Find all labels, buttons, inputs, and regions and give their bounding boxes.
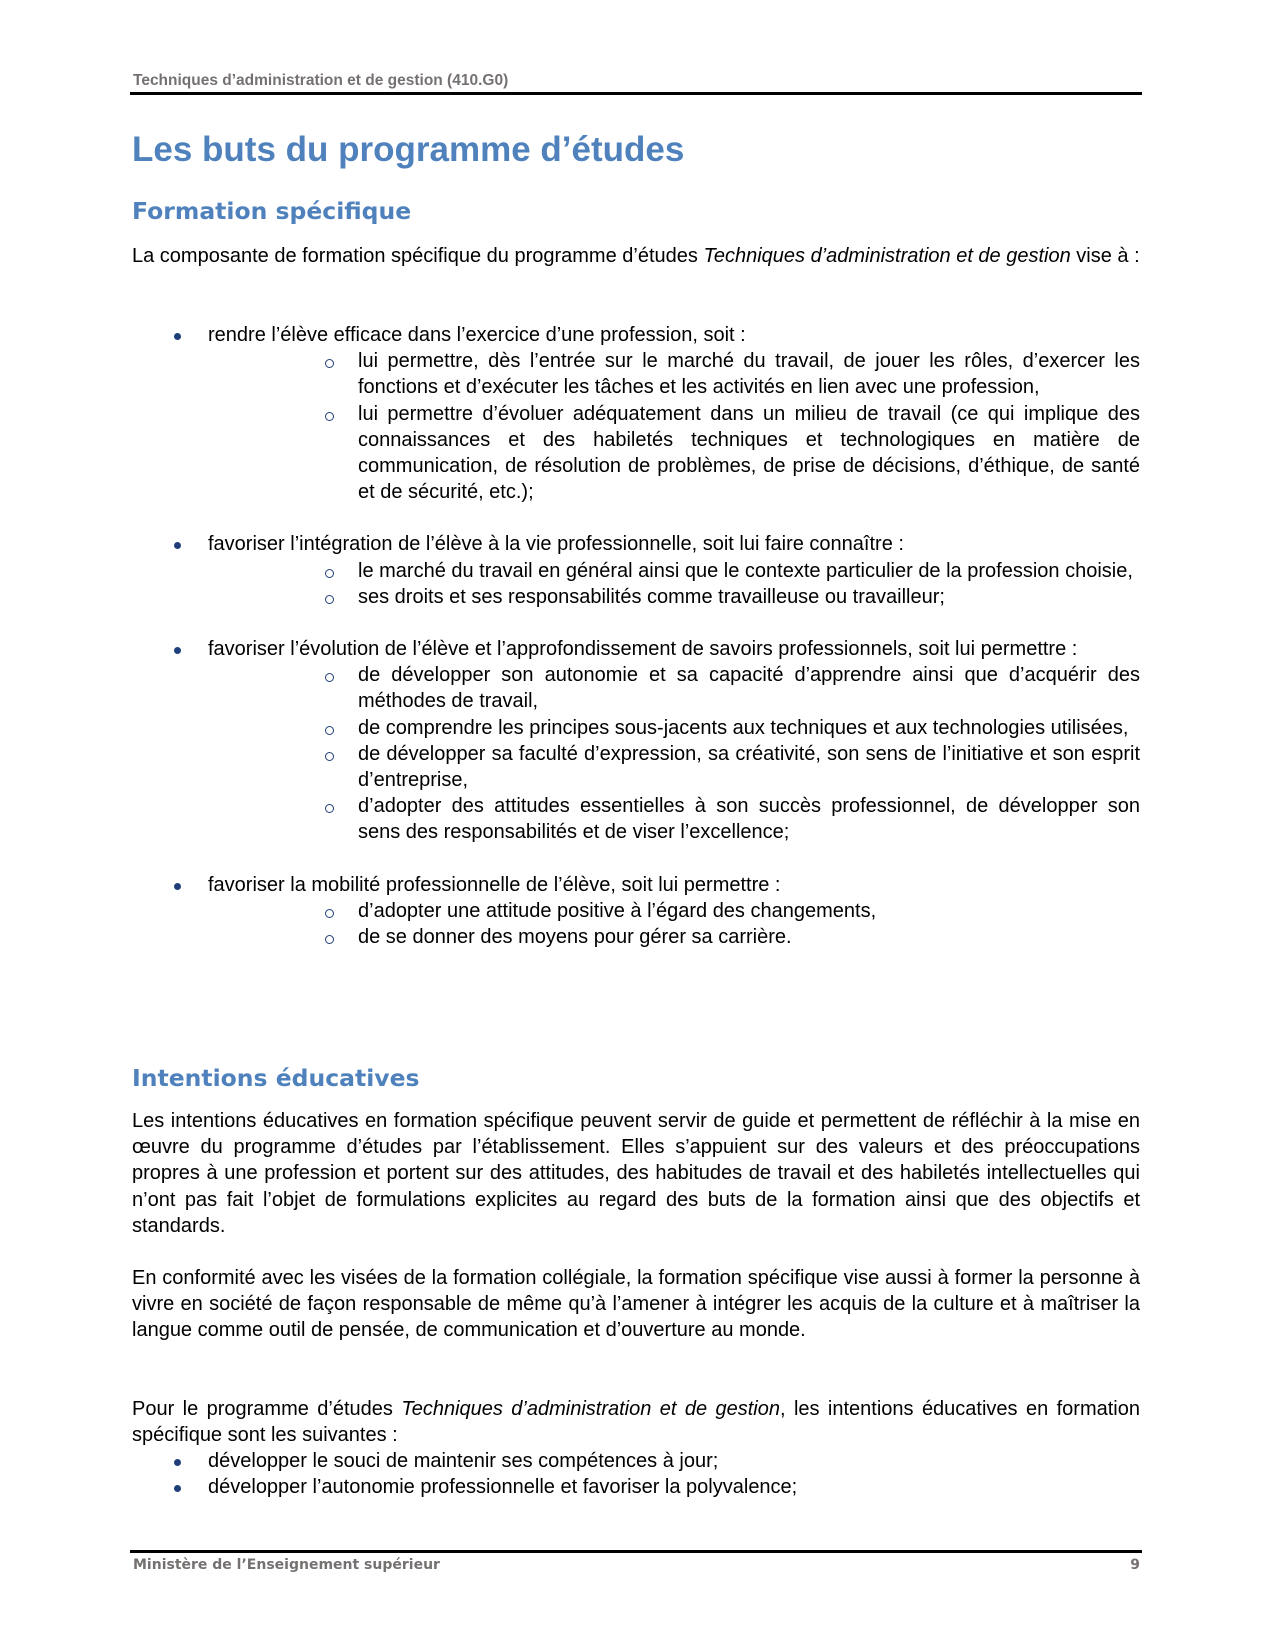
sub-list	[208, 348, 1140, 505]
intro-paragraph	[132, 243, 1140, 269]
sub-list-item-text: de comprendre les principes sous-jacents aux techniques et aux technologies utilisées,	[358, 716, 1129, 739]
sub-list	[208, 898, 1140, 950]
circle-bullet-icon	[325, 752, 334, 761]
footer-rule	[130, 1550, 1142, 1553]
sub-list-item	[208, 348, 1140, 400]
footer-ministry: Ministère de l’Enseignement supérieur	[133, 1557, 440, 1573]
program-goals-list	[132, 322, 1140, 950]
list-item-text: rendre l’élève efficace dans l’exercice d’une profession, soit :	[208, 324, 746, 346]
sub-list-item	[208, 558, 1140, 584]
sub-list-item-text: d’adopter une attitude positive à l’égard des changements,	[358, 899, 877, 922]
circle-bullet-icon	[325, 412, 334, 421]
sub-list-item	[208, 662, 1140, 714]
sub-list-item-text: lui permettre, dès l’entrée sur le marché du travail, de jouer les rôles, d’exercer les fonctions et d’exécuter les tâches et les activités en lien avec une profession,	[358, 350, 1140, 399]
running-header: Techniques d’administration et de gestion (410.G0)	[133, 72, 509, 89]
spacer	[132, 846, 1140, 872]
circle-bullet-icon	[325, 935, 334, 944]
sub-list	[208, 558, 1140, 610]
circle-bullet-icon	[325, 726, 334, 735]
sub-list-item	[208, 401, 1140, 506]
list-item	[132, 1448, 1140, 1474]
sub-list-item	[208, 924, 1140, 950]
list-item-text: développer l’autonomie professionnelle et favoriser la polyvalence;	[208, 1476, 798, 1499]
list-item	[132, 636, 1140, 846]
header-rule	[130, 92, 1142, 95]
list-item	[132, 322, 1140, 505]
paragraph-text: Pour le programme d’études	[132, 1398, 402, 1420]
circle-bullet-icon	[325, 909, 334, 918]
intentions-paragraph-1: Les intentions éducatives en formation spécifique peuvent servir de guide et permettent de réfléchir à la mise en œuvre du programme d’études par l’établissement. Elles s’appuient sur des valeurs et des préoccupations propres à une profession et portent sur des attitudes, des habitudes de travail et des habiletés intellectuelles qui n’ont pas fait l’objet de formulations explicites au regard des buts de la formation ainsi que des objectifs et standards.	[132, 1110, 1140, 1237]
list-item-text: développer le souci de maintenir ses compétences à jour;	[208, 1450, 719, 1472]
list-item-text: favoriser la mobilité professionnelle de l’élève, soit lui permettre :	[208, 873, 781, 896]
sub-list-item-text: de développer sa faculté d’expression, sa créativité, son sens de l’initiative et son esprit d’entreprise,	[358, 742, 1140, 792]
program-name-italic: Techniques d’administration et de gestion	[703, 245, 1071, 267]
sub-list-item-text: ses droits et ses responsabilités comme travailleuse ou travailleur;	[358, 585, 945, 608]
intentions-paragraph-3	[132, 1396, 1140, 1448]
list-item	[132, 531, 1140, 610]
sub-list-item	[208, 898, 1140, 924]
list-item	[132, 1474, 1140, 1500]
sub-list-item-text: de se donner des moyens pour gérer sa carrière.	[358, 926, 792, 949]
section-heading-formation-specifique: Formation spécifique	[132, 197, 412, 225]
sub-list-item-text: de développer son autonomie et sa capacité d’apprendre ainsi que d’acquérir des méthodes de travail,	[358, 664, 1140, 713]
sub-list-item-text: lui permettre d’évoluer adéquatement dans un milieu de travail (ce qui implique des connaissances et des habiletés techniques et technologiques en matière de communication, de résolution de problèmes, de prise de décisions, d’éthique, de santé et de sécurité, etc.);	[358, 402, 1140, 504]
spacer	[132, 505, 1140, 531]
circle-bullet-icon	[325, 673, 334, 682]
program-name-italic: Techniques d’administration et de gestion	[401, 1398, 780, 1420]
section-heading-intentions-educatives: Intentions éducatives	[132, 1064, 420, 1092]
spacer	[132, 610, 1140, 636]
intro-text: La composante de formation spécifique du programme d’études	[132, 245, 704, 267]
bullet-icon	[174, 1485, 181, 1492]
intro-text-end: vise à :	[1070, 245, 1140, 267]
circle-bullet-icon	[325, 804, 334, 813]
circle-bullet-icon	[325, 569, 334, 578]
sub-list-item	[208, 793, 1140, 845]
list-item-text: favoriser l’évolution de l’élève et l’approfondissement de savoirs professionnels, soit lui permettre :	[208, 638, 1078, 661]
bullet-icon	[174, 333, 181, 340]
bullet-icon	[174, 1459, 181, 1466]
sub-list-item-text: d’adopter des attitudes essentielles à son succès professionnel, de développer son sens des responsabilités et de viser l’excellence;	[358, 795, 1140, 844]
circle-bullet-icon	[325, 595, 334, 604]
intentions-list	[132, 1448, 1140, 1500]
list-item	[132, 872, 1140, 951]
intentions-paragraph-2: En conformité avec les visées de la formation collégiale, la formation spécifique vise aussi à former la personne à vivre en société de façon responsable de même qu’à l’amener à intégrer les acquis de la culture et à maîtriser la langue comme outil de pensée, de communication et d’ouverture au monde.	[132, 1267, 1140, 1342]
sub-list-item	[208, 584, 1140, 610]
sub-list-item	[208, 715, 1140, 741]
page-number: 9	[1130, 1557, 1140, 1573]
paragraph-text-end: , les intentions éducatives en formation spécifique sont les suivantes :	[132, 1398, 1140, 1447]
sub-list-item-text: le marché du travail en général ainsi que le contexte particulier de la profession choisie,	[358, 559, 1133, 582]
bullet-icon	[174, 542, 181, 549]
sub-list	[208, 662, 1140, 845]
page-title: Les buts du programme d’études	[132, 130, 685, 169]
sub-list-item	[208, 741, 1140, 793]
bullet-icon	[174, 647, 181, 654]
circle-bullet-icon	[325, 359, 334, 368]
bullet-icon	[174, 883, 181, 890]
list-item-text: favoriser l’intégration de l’élève à la vie professionnelle, soit lui faire connaître :	[208, 533, 904, 556]
